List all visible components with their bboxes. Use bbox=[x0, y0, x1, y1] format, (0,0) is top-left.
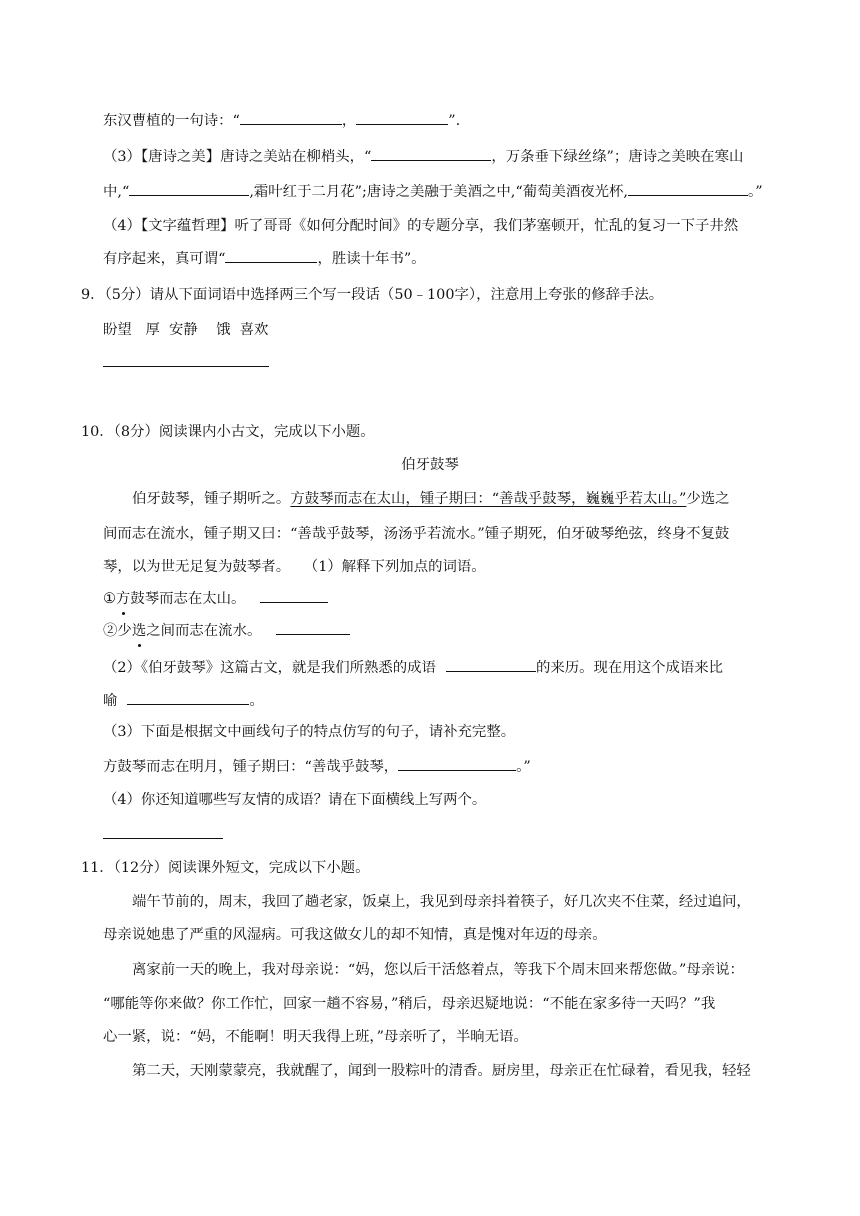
answer-blank[interactable] bbox=[260, 588, 328, 603]
q11-para2-line2: “哪能等你来做？你工作忙，回家一趟不容易，”稍后，母亲迟疑地说：“不能在家多待一天吗？”我 bbox=[103, 996, 716, 1012]
answer-blank[interactable] bbox=[127, 690, 249, 705]
q9-words: 盼望 厚 安静 饿 喜欢 bbox=[103, 322, 269, 338]
q10-sub2-line1: （2）《伯牙鼓琴》这篇古文，就是我们所熟悉的成语 的来历。现在用这个成语来比 bbox=[103, 657, 723, 678]
q11-para2-line3: 心一紧，说：“妈，不能啊！明天我得上班，”母亲听了，半晌无语。 bbox=[103, 1029, 528, 1045]
passage-line3: 琴，以为世无足复为鼓琴者。 （1）解释下列加点的词语。 bbox=[103, 559, 486, 575]
q10-sub4: （4）你还知道哪些写友情的成语？请在下面横线上写两个。 bbox=[103, 792, 487, 808]
q10-sub3-fill: 方鼓琴而志在明月，锺子期曰：“善哉乎鼓琴， 。” bbox=[103, 756, 531, 777]
q9-answer-line[interactable] bbox=[103, 366, 269, 367]
passage-line1: 伯牙鼓琴，锺子期听之。方鼓琴而志在太山，锺子期曰：“善哉乎鼓琴，巍巍乎若太山。”少选之 bbox=[132, 491, 730, 507]
q10-answer-line[interactable] bbox=[103, 838, 223, 839]
answer-blank[interactable] bbox=[628, 181, 748, 196]
q11-para2-line1: 离家前一天的晚上，我对母亲说：“妈，您以后干活悠着点，等我下个周末回来帮您做。”母亲说： bbox=[132, 962, 744, 978]
answer-blank[interactable] bbox=[129, 181, 249, 196]
underlined-sentence: 方鼓琴而志在太山，锺子期曰：“善哉乎鼓琴，巍巍乎若太山。” bbox=[290, 491, 687, 507]
q10-item1: ①方鼓琴而志在太山。 bbox=[103, 588, 328, 609]
answer-blank[interactable] bbox=[356, 110, 448, 125]
q8-sub3-line1: （3）【唐诗之美】唐诗之美站在柳梢头，“ ，万条垂下绿丝绦”；唐诗之美映在寒山 bbox=[103, 146, 743, 167]
answer-blank[interactable] bbox=[446, 657, 536, 672]
answer-blank[interactable] bbox=[371, 146, 491, 161]
answer-blank[interactable] bbox=[240, 110, 342, 125]
q8-line1: 东汉曹植的一句诗：“ ， ”. bbox=[103, 110, 460, 131]
q10-sub3: （3）下面是根据文中画线句子的特点仿写的句子，请补充完整。 bbox=[103, 724, 516, 740]
answer-blank[interactable] bbox=[276, 620, 350, 635]
q10-item2: ②少选之间而志在流水。 bbox=[103, 620, 350, 641]
q9-stem: 9．（5分）请从下面词语中选择两三个写一段话（50﹣100字），注意用上夸张的修辞手法。 bbox=[81, 287, 664, 303]
q11-stem: 11．（12分）阅读课外短文，完成以下小题。 bbox=[81, 860, 370, 876]
answer-blank[interactable] bbox=[398, 756, 516, 771]
q11-para3-line1: 第二天，天刚蒙蒙亮，我就醒了，闻到一股粽叶的清香。厨房里，母亲正在忙碌着，看见我，轻轻 bbox=[132, 1063, 751, 1079]
dotted-char: 方 bbox=[115, 591, 131, 607]
answer-blank[interactable] bbox=[225, 248, 317, 263]
dotted-char: 选 bbox=[131, 623, 147, 639]
passage-title: 伯牙鼓琴 bbox=[401, 457, 459, 473]
q10-stem: 10．（8分）阅读课内小古文，完成以下小题。 bbox=[81, 424, 375, 440]
q10-sub2-line2: 喻 。 bbox=[103, 690, 264, 711]
q11-para1-line2: 母亲说她患了严重的风湿病。可我这做女儿的却不知情，真是愧对年迈的母亲。 bbox=[103, 927, 607, 943]
q11-para1-line1: 端午节前的，周末，我回了趟老家，饭桌上，我见到母亲抖着筷子，好几次夹不住菜，经过追问， bbox=[132, 894, 751, 910]
q8-sub3-line2: 中,“ ,霜叶红于二月花”;唐诗之美融于美酒之中,“葡萄美酒夜光杯, 。” bbox=[103, 181, 763, 202]
q8-sub4-line1: （4）【文字蕴哲理】听了哥哥《如何分配时间》的专题分享，我们茅塞顿开，忙乱的复习一下子井然 bbox=[103, 218, 739, 234]
passage-line2: 间而志在流水，锺子期又曰：“善哉乎鼓琴，汤汤乎若流水。”锺子期死，伯牙破琴绝弦，终身不复鼓 bbox=[103, 526, 730, 542]
q8-sub4-line2: 有序起来，真可谓“ ，胜读十年书”。 bbox=[103, 248, 426, 269]
